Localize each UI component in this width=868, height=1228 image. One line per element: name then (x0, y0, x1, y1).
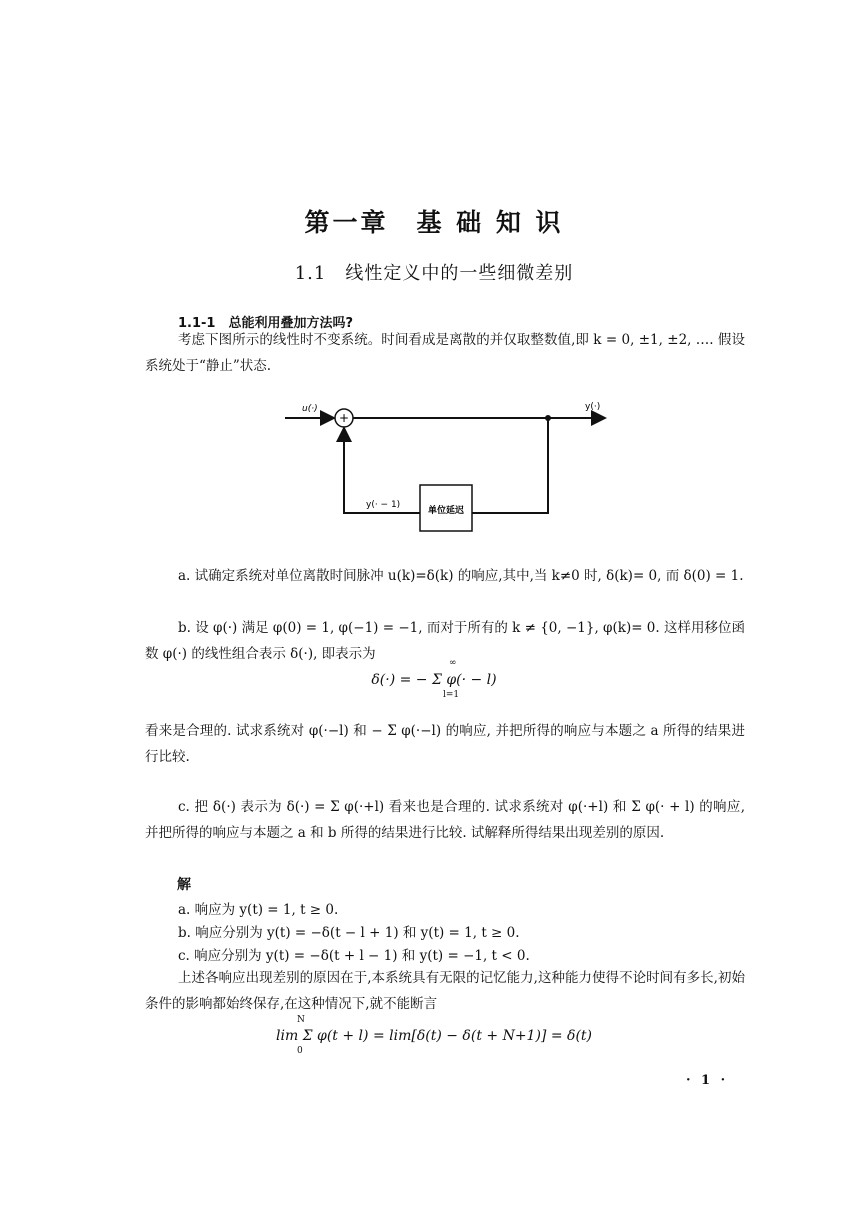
eq1-sum-top: ∞ (449, 658, 457, 668)
solution-c: c. 响应分别为 y(t) = −δ(t + l − 1) 和 y(t) = −1, t < 0. (178, 948, 530, 964)
input-label: u(·) (302, 404, 318, 414)
eq2-sum-top: N (297, 1015, 305, 1025)
equation-limit: N lim Σ φ(t + l) = lim[δ(t) − δ(t + N+1)] = δ(t) 0 (276, 1015, 592, 1056)
page-number: · 1 · (686, 1073, 729, 1088)
problem-intro: 考虑下图所示的线性时不变系统。时间看成是离散的并仅取整数值,即 k = 0, ±1, ±2, …. 假设系统处于“静止”状态. (145, 332, 745, 374)
solution-a: a. 响应为 y(t) = 1, t ≥ 0. (178, 902, 339, 918)
part-c: c. 把 δ(·) 表示为 δ(·) = Σ φ(·+l) 看来也是合理的. 试求系统对 φ(·+l) 和 Σ φ(· + l) 的响应, 并把所得的响应与本题之 a 和 b 所得的结果进行比较. 试解释所得结果出现差别的原因. (145, 799, 745, 841)
solution-b: b. 响应分别为 y(t) = −δ(t − l + 1) 和 y(t) = 1, t ≥ 0. (178, 925, 520, 941)
problem-title: 1.1-1 总能利用叠加方法吗? (178, 316, 354, 331)
part-b: b. 设 φ(·) 满足 φ(0) = 1, φ(−1) = −1, 而对于所有的 k ≠ {0, −1}, φ(k)= 0. 这样用移位函数 φ(·) 的线性组合表示 δ(·), 即表示为 (145, 620, 745, 662)
chapter-title: 第一章 基 础 知 识 (304, 208, 564, 237)
delay-label: 单位延迟 (427, 506, 465, 516)
part-a: a. 试确定系统对单位离散时间脉冲 u(k)=δ(k) 的响应,其中,当 k≠0 时, δ(k)= 0, 而 δ(0) = 1. (178, 568, 744, 584)
sum-symbol: + (338, 411, 350, 425)
output-label: y(·) (585, 402, 601, 412)
solution-heading: 解 (177, 877, 191, 893)
system-block-diagram (280, 395, 620, 545)
part-b-continued: 看来是合理的. 试求系统对 φ(·−l) 和 − Σ φ(·−l) 的响应, 并把所得的响应与本题之 a 所得的结果进行比较. (145, 723, 745, 765)
equation-delta: ∞ δ(·) = − Σ φ(· − l) l=1 (371, 658, 497, 700)
eq2-sum-bottom: 0 (297, 1046, 303, 1056)
solution-explanation: 上述各响应出现差别的原因在于,本系统具有无限的记忆能力,这种能力使得不论时间有多长,初始条件的影响都始终保存,在这种情况下,就不能断言 (145, 970, 745, 1012)
eq1-sum-bottom: l=1 (443, 690, 460, 700)
feedback-label: y(· − 1) (366, 500, 401, 510)
section-title: 1.1 线性定义中的一些细微差别 (294, 263, 574, 284)
